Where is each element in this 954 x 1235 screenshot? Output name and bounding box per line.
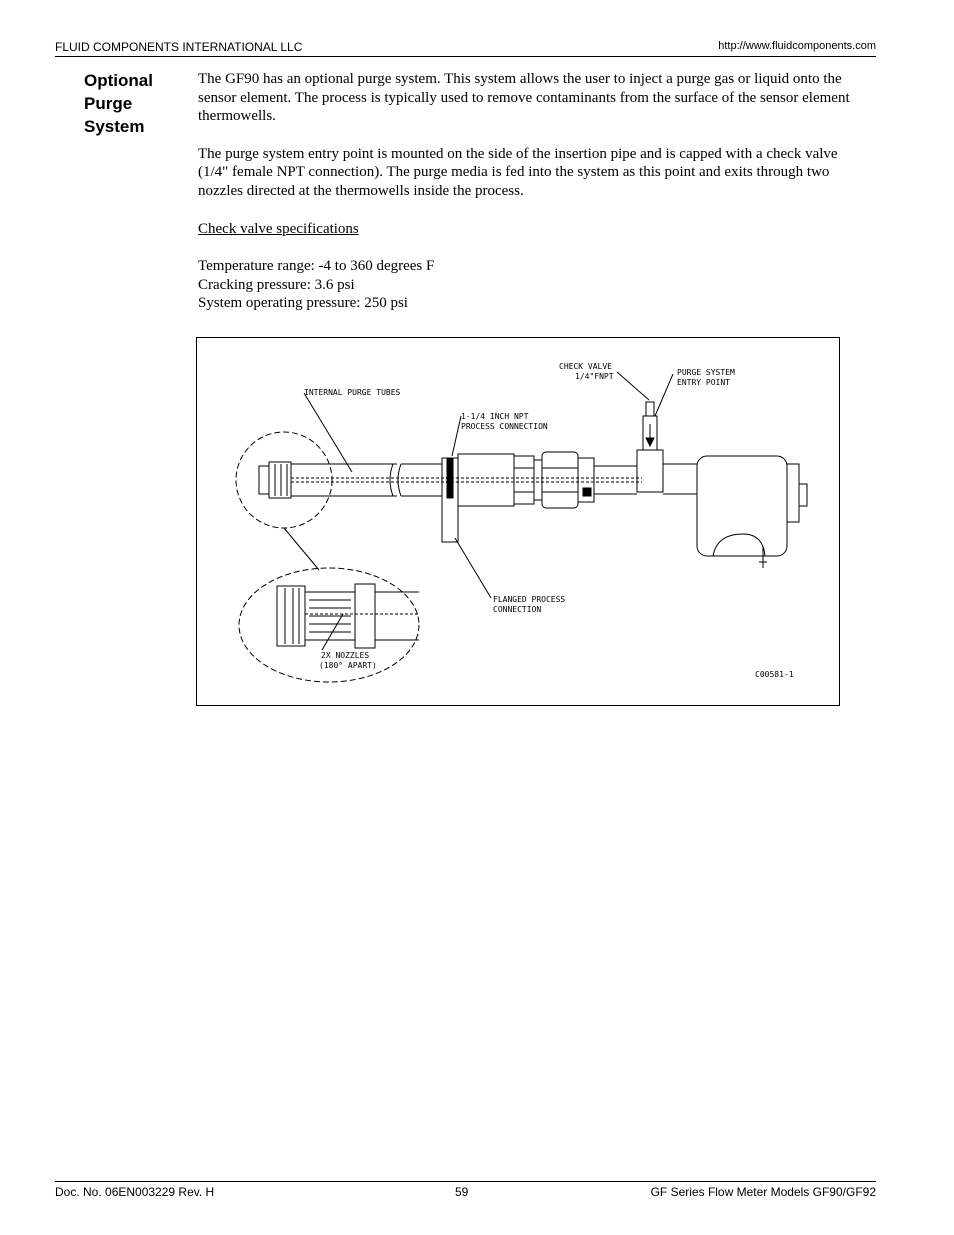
- spec-cracking-pressure: Cracking pressure: 3.6 psi: [198, 276, 355, 293]
- section-body: [198, 70, 858, 313]
- spec-operating-pressure: System operating pressure: 250 psi: [198, 295, 408, 312]
- detail-sensor-body: [277, 586, 305, 646]
- company-url[interactable]: http://www.fluidcomponents.com: [718, 40, 876, 52]
- purge-system-drawing: [197, 338, 838, 704]
- section-title: [84, 69, 184, 138]
- paragraph-entry-point: The purge system entry point is mounted on the side of the insertion pipe and is capped with a check valve (1/4" female NPT connection). The purge media is fed into the system as this point and exits through two nozzles directed at the thermowells inside the process.: [198, 145, 838, 199]
- npt-connection: [458, 454, 514, 506]
- spec-heading: Check valve specifications: [198, 220, 359, 237]
- leader-check-valve: [617, 372, 649, 400]
- label-internal-tubes: INTERNAL PURGE TUBES: [304, 388, 401, 397]
- leader-npt: [452, 416, 461, 456]
- page-footer: [55, 1181, 876, 1202]
- label-nozzles-1: 2X NOZZLES: [321, 651, 370, 660]
- label-npt-1: 1-1/4 INCH NPT: [461, 412, 529, 421]
- purge-tee: [637, 450, 663, 492]
- label-flanged-2: CONNECTION: [493, 605, 542, 614]
- transmitter-housing: [697, 456, 787, 556]
- compression-fitting: [542, 452, 578, 508]
- company-name: FLUID COMPONENTS INTERNATIONAL LLC: [55, 40, 303, 54]
- leader-entry-point: [655, 374, 673, 416]
- section-title-line-1: Optional: [84, 71, 153, 90]
- page-header: [55, 38, 876, 57]
- label-check-valve-1: CHECK VALVE: [559, 362, 612, 371]
- housing-cover: [713, 534, 765, 556]
- sensor-body: [269, 462, 291, 498]
- label-purge-entry-1: PURGE SYSTEM: [677, 368, 735, 377]
- label-purge-entry-2: ENTRY POINT: [677, 378, 730, 387]
- label-npt-2: PROCESS CONNECTION: [461, 422, 548, 431]
- product-name: GF Series Flow Meter Models GF90/GF92: [650, 1185, 876, 1199]
- section-title-line-3: System: [84, 117, 145, 136]
- detail-pipe-end: [355, 584, 375, 648]
- purge-system-figure: [196, 337, 840, 706]
- paragraph-intro: The GF90 has an optional purge system. This system allows the user to inject a purge gas or liquid onto the sensor element. The process is typically used to remove contaminants from the surface of the sensor element thermowells.: [198, 71, 850, 125]
- leader-flanged: [455, 538, 491, 598]
- doc-number: Doc. No. 06EN003229 Rev. H: [55, 1185, 215, 1199]
- label-flanged-1: FLANGED PROCESS: [493, 595, 566, 604]
- spec-temperature: Temperature range: -4 to 360 degrees F: [198, 258, 435, 275]
- sensor-tip: [259, 466, 269, 494]
- drawing-id: C00581-1: [755, 670, 794, 679]
- section-title-line-2: Purge: [84, 94, 133, 113]
- housing-cap: [787, 464, 799, 522]
- hex-nut-1: [514, 456, 534, 504]
- label-nozzles-2: (180° APART): [319, 661, 377, 670]
- detail-circle-upper: [236, 432, 332, 528]
- label-check-valve-2: 1/4"FNPT: [575, 372, 614, 381]
- page-number: 59: [455, 1185, 469, 1199]
